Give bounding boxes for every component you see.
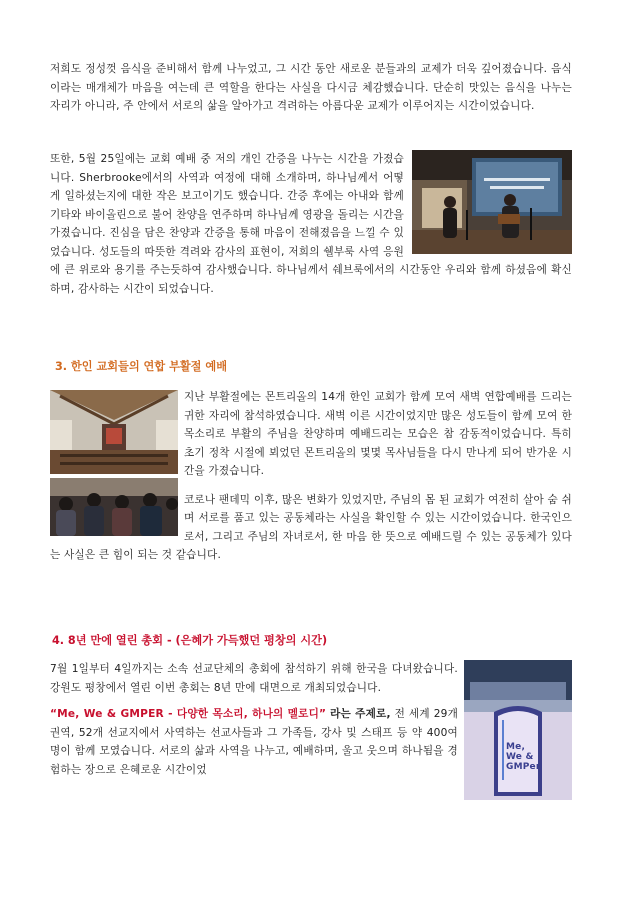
worship-photo <box>412 150 572 254</box>
section4-heading: 4. 8년 만에 열린 총회 - (은혜가 가득했던 평창의 시간) <box>52 634 328 647</box>
church-interior-photo <box>50 390 178 474</box>
section3-paragraph-1: 지난 부활절에는 몬트리올의 14개 한인 교회가 함께 모여 새벽 연합예배를 드리는 귀한 자리에 참석하였습니다. 새벽 이른 시간이었지만 많은 성도들이 함께 모여 한 목소리로 부활의 주님을 찬양하며 예배드리는 모습은 참 감동적이었습니다. 특히 초기 정착 시절에 뵈었던 몬트리올의 몇몇 목사님들을 다시 만나게 되어 반가운 시간을 가졌습니다. <box>184 391 572 477</box>
section3-heading: 3. 한인 교회들의 연합 부활절 예배 <box>55 360 228 373</box>
assembly-theme-suffix: 라는 주제로, <box>330 708 391 720</box>
congregation-photo <box>50 478 178 536</box>
section4-body <box>50 660 572 804</box>
section4-paragraph-1: 7월 1일부터 4일까지는 소속 선교단체의 총회에 참석하기 위해 한국을 다녀왔습니다. 강원도 평창에서 열린 이번 총회는 8년 만에 대면으로 개최되었습니다. <box>50 663 458 694</box>
section3-paragraph-2: 코로나 팬데믹 이후, 많은 변화가 있었지만, 주님의 몸 된 교회가 여전히 살아 숨 쉬며 서로를 품고 있는 공동체라는 사실을 확인할 수 있는 시간이었습니다. 한국인으로서, 그리고 주님의 자녀로서, 한 마음 한 뜻으로 예배드릴 수 있는 공동체가 있다는 사실은 큰 힘이 되는 것 같습니다. <box>50 493 572 561</box>
section3-body <box>50 388 572 565</box>
assembly-poster-photo <box>464 660 572 800</box>
poster-title: Me, We & GMPer <box>506 742 541 772</box>
testimony-text: 또한, 5월 25일에는 교회 예배 중 저의 개인 간증을 나누는 시간을 가졌습니다. Sherbrooke에서의 사역과 여정에 대해 소개하며, 하나님께서 어떻게 일하셨는지에 대한 작은 보고이기도 했습니다. 간증 후에는 아내와 함께 기타와 바이올린으로 불어 찬양을 연주하며 하나님께 영광을 돌리는 시간을 가졌습니다. 진심을 담은 찬양과 간증을 통해 마음이 전해졌음을 느낄 수 있었습니다. 성도들의 따뜻한 격려와 감사의 표현이, 저희의 쉘부룩 사역 응원에 큰 위로와 용기를 주는듯하여 감사했습니다. 하나님께서 쉐브룩에서의 시간동안 우리와 함께 하셨음에 확신하며, 감사하는 시간이 되었습니다. <box>50 153 572 295</box>
assembly-details: 전 세계 29개 권역, 52개 선교지에서 사역하는 선교사들과 그 가족들, 강사 및 스태프 등 약 400여 명이 함께 모였습니다. 서로의 삶과 사역을 나누고, 예배하며, 울고 웃으며 하나됨을 경험하는 장으로 은혜로운 시간이었 <box>50 708 459 776</box>
easter-photos <box>50 390 178 536</box>
paragraph-fellowship: 저희도 정성껏 음식을 준비해서 함께 나누었고, 그 시간 동안 새로운 분들과의 교제가 더욱 깊어졌습니다. 음식이라는 매개체가 마음을 여는데 큰 역할을 한다는 사실을 다시금 체감했습니다. 단순히 맛있는 음식을 나누는 자리가 아니라, 주 안에서 서로의 삶을 알아가고 격려하는 아름다운 교제가 이루어지는 시간이었습니다. <box>50 63 572 112</box>
paragraph-testimony <box>50 150 572 298</box>
assembly-theme: “Me, We & GMPER - 다양한 목소리, 하나의 멜로디” <box>50 708 327 720</box>
